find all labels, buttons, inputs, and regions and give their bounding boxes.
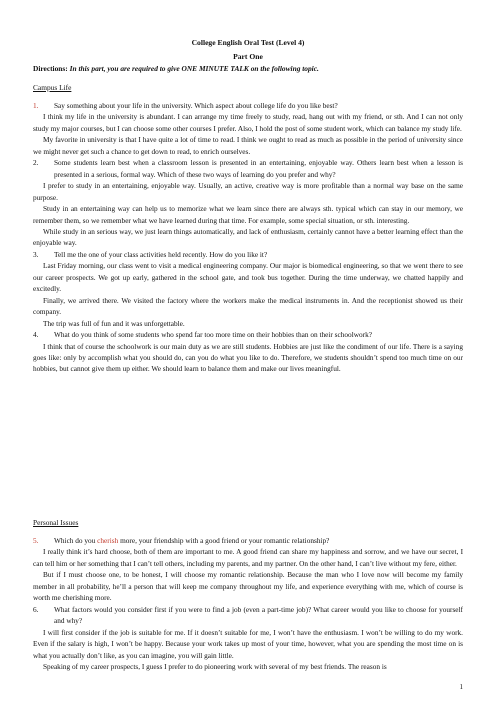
directions-text: In this part, you are required to give ONE MINUTE TALK on the following topic. [67, 64, 319, 73]
question-text: Say something about your life in the university. Which aspect about college life do you like best? [54, 101, 338, 110]
section-heading-campus-life: Campus Life [33, 83, 72, 92]
answer-paragraph: I will first consider if the job is suitable for me. If it doesn’t suitable for me, I won’t have the enthusiasm. I won’t be willing to do my work. Even if the salary is high, I won’t be happy. Because your work takes up most of your time, however, what you are spending the most time on is what you actually don’t like, as you can imagine, you will gain little. [33, 627, 463, 660]
directions [33, 64, 463, 73]
question-text: What factors would you consider first if you were to find a job (even a part-time job)? What career would you like to choose for yourself and why? [54, 604, 463, 626]
directions-label: Directions: [33, 64, 68, 73]
personal-issues-block [33, 535, 463, 672]
campus-life-block [33, 100, 463, 375]
question-4 [33, 329, 463, 340]
question-number: 4. [33, 330, 39, 340]
question-1 [33, 100, 463, 111]
question-text-pre: Which do you [54, 536, 98, 545]
page-number: 1 [459, 683, 463, 691]
answer-paragraph: But if I must choose one, to be honest, I will choose my romantic relationship. Because the man who I love now will become my family member in all probability, he’ll a person that will keep me company throughout my life, and experience everything with me, which of course is worth me cherishing more. [33, 570, 463, 603]
answer-paragraph: I think that of course the schoolwork is our main duty as we are still students. Hobbies are just like the condiment of our life. There is a saying goes like: only by accomplish what you should do, can you do what you like to do. Therefore, we students shouldn’t spend too much time on our hobbies, but cannot give them up either. We should learn to balance them and make our lives meaningful. [33, 341, 463, 374]
highlighted-word: cherish [97, 536, 119, 545]
question-5 [33, 535, 463, 546]
section-heading-personal-issues: Personal Issues [33, 518, 79, 527]
question-6 [33, 604, 463, 627]
question-text: Tell me the one of your class activities held recently. How do you like it? [54, 249, 268, 259]
answer-paragraph: While study in an serious way, we just learn things automatically, and lack of enthusiasm, certainly cannot have a better learning effect than the enjoyable way. [33, 226, 463, 248]
answer-paragraph: Study in an entertaining way can help us to memorize what we learn since there are always sth. typical which can stay in our memory, we remember them, so we remember what we have learned during that time. For example, some special situation, or sth. interesting. [33, 204, 463, 225]
question-number: 6. [33, 604, 39, 614]
answer-paragraph: I really think it’s hard choose, both of them are important to me. A good friend can share my happiness and sorrow, and we have our secret, I can tell him or her something that I can’t tell others, including my parents, and my partner. On the other hand, I can’t live without my fere, either. [33, 547, 463, 568]
answer-paragraph: I prefer to study in an entertaining, enjoyable way. Usually, an active, creative way is more profitable than a normal way base on the same purpose. [33, 181, 463, 202]
question-number: 5. [33, 536, 39, 545]
answer-paragraph: My favorite in university is that I have quite a lot of time to read. I think we ought to read as much as possible in the period of university since we might never get such a chance to get down to read, to enrich ourselves. [33, 135, 463, 156]
question-text: What do you think of some students who spend far too more time on their hobbies than on their schoolwork? [54, 330, 372, 340]
question-text-post: more, your friendship with a good friend or your romantic relationship? [118, 536, 330, 545]
answer-paragraph: Finally, we arrived there. We visited the factory where the workers make the medical instruments in. And the receptionist showed us their company. [33, 295, 463, 317]
part-heading: Part One [233, 52, 263, 61]
question-number: 2. [33, 158, 39, 168]
answer-paragraph: The trip was full of fun and it was unforgettable. [43, 318, 185, 328]
question-3 [33, 249, 463, 260]
question-number: 3. [33, 249, 39, 259]
answer-paragraph: Last Friday morning, our class went to visit a medical engineering company. Our major is biomedical engineering, so that we went there to see our career prospects. We got up early, gathered in the school gate, and took bus together. During the time underway, we chatted happily and excitedly. [33, 261, 463, 294]
answer-paragraph: Speaking of my career prospects, I guess I prefer to do pioneering work with several of my best friends. The reason is [43, 661, 387, 671]
answer-paragraph: I think my life in the university is abundant. I can arrange my time freely to study, read, hang out with my friend, or sth. And I can not only study my major courses, but I can choose some other courses I prefer. Also, I hold the post of some student work, which can balance my study life. [33, 112, 463, 133]
document-title: College English Oral Test (Level 4) [191, 38, 305, 47]
question-number: 1. [33, 101, 39, 110]
question-text: Some students learn best when a classroom lesson is presented in an entertaining, enjoyable way. Others learn best when a lesson is presented in a serious, formal way. Which of these two ways of learning do you prefer and why? [54, 158, 463, 179]
question-2 [33, 157, 463, 180]
